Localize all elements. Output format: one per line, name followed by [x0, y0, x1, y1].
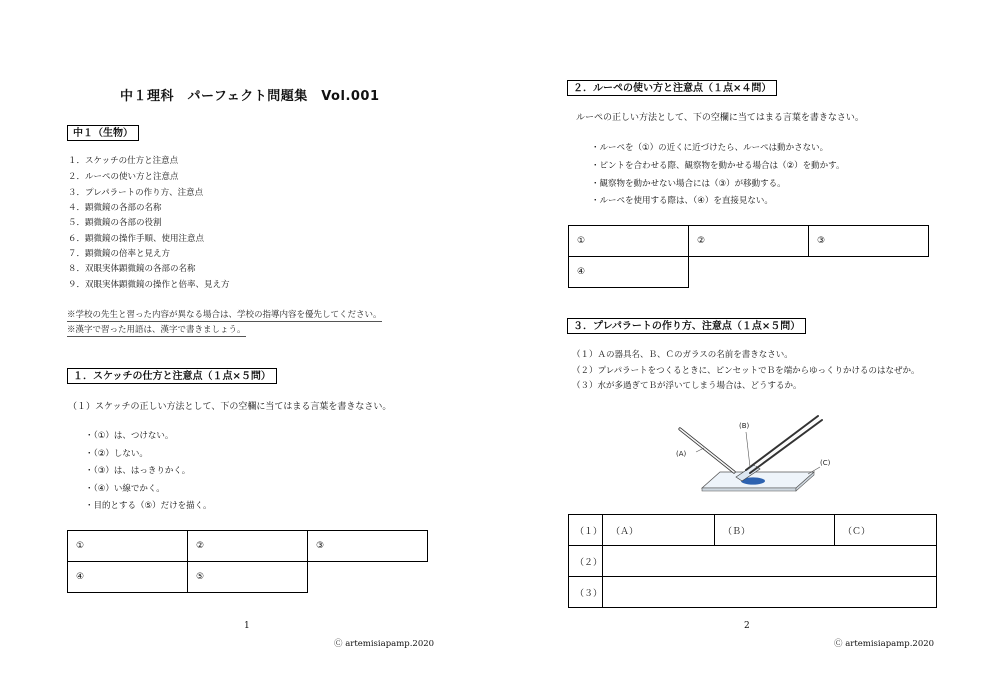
q3-question: （２）プレパラートをつくるときに、ピンセットでＢを端からゆっくりかけるのはなぜか。 — [572, 366, 920, 376]
q1-header: １．スケッチの仕方と注意点（１点×５問） — [67, 368, 277, 384]
answer-cell[interactable]: ③ — [308, 531, 428, 562]
toc-item: ９．双眼実体顕微鏡の操作と倍率、見え方 — [68, 280, 230, 290]
toc-item: ５．顕微鏡の各部の役割 — [68, 218, 162, 228]
tweezers — [746, 416, 818, 470]
q1-bullet: ・（②）しない。 — [85, 449, 148, 459]
note-line: ※学校の先生と習った内容が異なる場合は、学校の指導内容を優先してください。 — [67, 310, 382, 320]
q2-bullet: ・ピントを合わせる際、観察物を動かせる場合は（②）を動かす。 — [591, 161, 845, 171]
toc-item: ３．プレパラートの作り方、注意点 — [68, 188, 204, 198]
empty-cell — [809, 257, 929, 288]
q2-bullet: ・観察物を動かせない場合には（③）が移動する。 — [591, 179, 786, 189]
q1-bullet: ・（①）は、つけない。 — [85, 431, 174, 441]
q3-question: （１）Ａの器具名、Ｂ、Ｃのガラスの名前を書きなさい。 — [572, 350, 793, 360]
q1-prompt: （１）スケッチの正しい方法として、下の空欄に当てはまる言葉を書きなさい。 — [68, 402, 392, 412]
page-number: 1 — [244, 621, 250, 631]
copyright: Ⓒ artemisiapamp.2020 — [834, 639, 935, 649]
q2-bullet: ・ルーペを（①）の近くに近づけたら、ルーペは動かさない。 — [591, 143, 829, 153]
label-a: (A) — [676, 450, 687, 458]
answer-cell[interactable]: ① — [569, 226, 689, 257]
toc-item: ６．顕微鏡の操作手順、使用注意点 — [68, 234, 205, 244]
answer-cell[interactable]: （Ｃ） — [835, 515, 937, 546]
row-label: （２） — [569, 546, 603, 577]
q1-answer-table — [67, 530, 428, 593]
answer-cell[interactable]: ② — [188, 531, 308, 562]
empty-cell — [308, 562, 428, 593]
toc-item: １．スケッチの仕方と注意点 — [68, 156, 179, 166]
answer-cell[interactable]: （Ａ） — [603, 515, 715, 546]
label-c: (C) — [820, 459, 831, 467]
slide-preparation-figure — [668, 410, 844, 502]
answer-cell[interactable]: ② — [689, 226, 809, 257]
answer-cell[interactable]: ④ — [569, 257, 689, 288]
row-label: （１） — [569, 515, 603, 546]
answer-cell[interactable] — [603, 577, 937, 608]
copyright: Ⓒ artemisiapamp.2020 — [334, 639, 435, 649]
label-b: (B) — [739, 422, 750, 430]
answer-cell[interactable]: ③ — [809, 226, 929, 257]
q3-question: （３）水が多過ぎてＢが浮いてしまう場合は、どうするか。 — [572, 381, 802, 391]
note-line: ※漢字で習った用語は、漢字で書きましょう。 — [67, 325, 246, 335]
answer-cell[interactable]: ④ — [68, 562, 188, 593]
q3-answer-table — [568, 514, 937, 608]
glass-slide-edge — [702, 488, 796, 491]
q2-prompt: ルーペの正しい方法として、下の空欄に当てはまる言葉を書きなさい。 — [576, 113, 864, 123]
answer-cell[interactable]: （Ｂ） — [715, 515, 835, 546]
page-number: 2 — [744, 621, 750, 631]
answer-cell[interactable]: ⑤ — [188, 562, 308, 593]
q1-bullet: ・（④）い線でかく。 — [85, 484, 165, 494]
toc-item: ４．顕微鏡の各部の名称 — [68, 203, 162, 213]
toc-item: ８．双眼実体顕微鏡の各部の名称 — [68, 264, 196, 274]
answer-cell[interactable] — [603, 546, 937, 577]
toc-item: ２．ルーペの使い方と注意点 — [68, 172, 179, 182]
q2-bullet: ・ルーペを使用する際は、（④）を直接見ない。 — [591, 196, 773, 206]
q2-answer-table — [568, 225, 929, 288]
q1-bullet: ・（③）は、はっきりかく。 — [85, 466, 191, 476]
section-label: 中１（生物） — [67, 125, 139, 141]
answer-cell[interactable]: ① — [68, 531, 188, 562]
page-title: 中１理科 パーフェクト問題集 Vol.001 — [120, 89, 380, 104]
empty-cell — [689, 257, 809, 288]
toc-item: ７．顕微鏡の倍率と見え方 — [68, 249, 171, 259]
row-label: （３） — [569, 577, 603, 608]
q3-header: ３．プレパラートの作り方、注意点（１点×５問） — [567, 318, 806, 334]
q1-bullet: ・目的とする（⑤）だけを描く。 — [85, 501, 212, 511]
q2-header: ２．ルーペの使い方と注意点（１点×４問） — [567, 80, 777, 96]
